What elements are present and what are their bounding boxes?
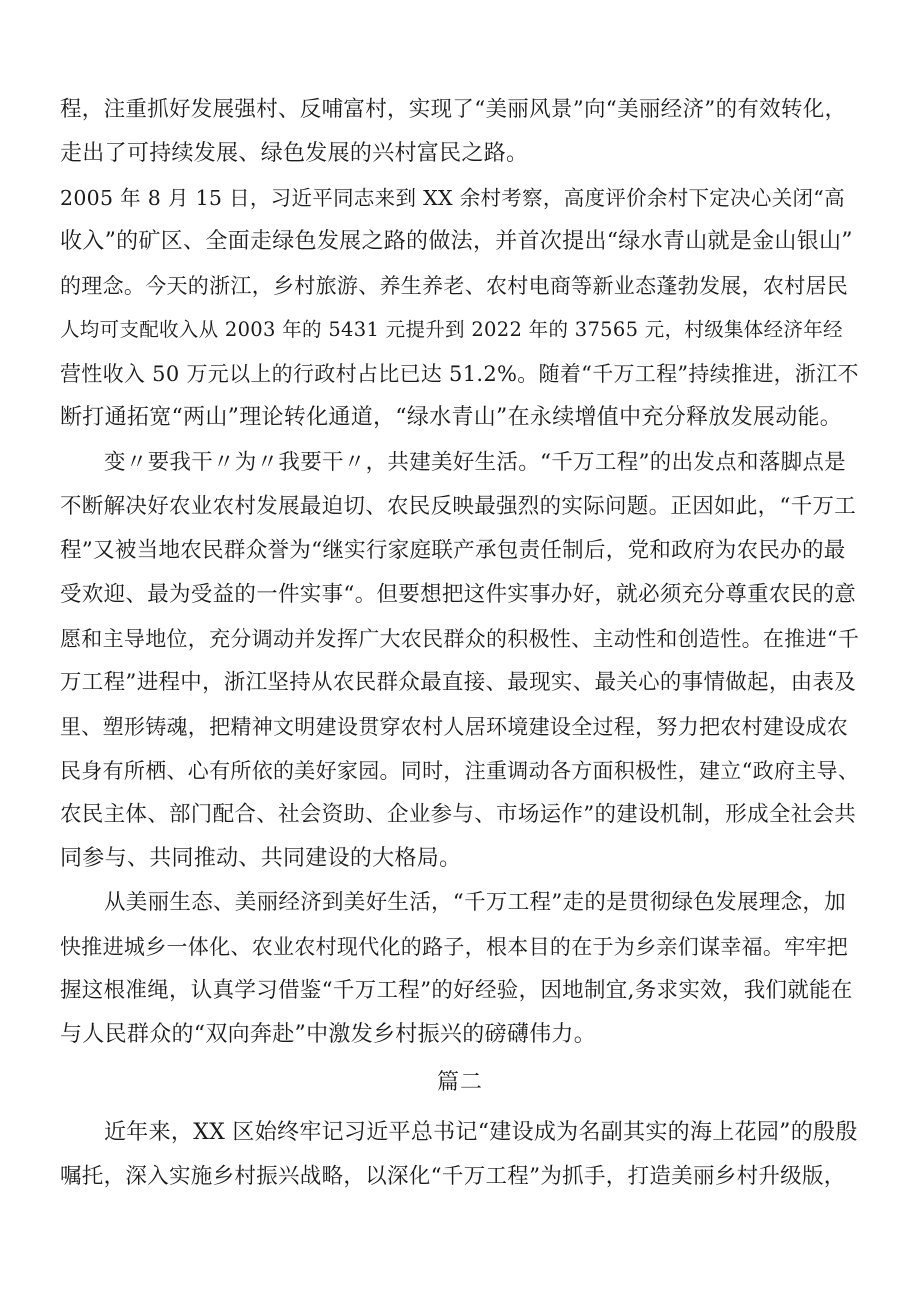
text-line: 万工程”进程中，浙江坚持从农民群众最直接、最现实、最关心的事情做起，由表及 [60,670,857,695]
text-line: 断打通拓宽“两山”理论转化通道，“绿水青山”在永续增值中充分释放发展动能。 [60,405,843,430]
text-line: 握这根准绳，认真学习借鉴“千万工程”的好经验，因地制宜,务求实效，我们就能在 [60,978,853,1003]
text-line: 近年来，XX 区始终牢记习近平总书记“建设成为名副其实的海上花园”的殷殷 [104,1120,858,1145]
text-line: 营性收入 50 万元以上的行政村占比已达 51.2%。随着“千万工程”持续推进，浙江不 [60,362,859,386]
text-line: 快推进城乡一体化、农业农村现代化的路子，根本目的在于为乡亲们谋幸福。牢牢把 [60,935,849,959]
text-line: 程”又被当地农民群众誉为“继实行家庭联产承包责任制后，党和政府为农民办的最 [60,538,846,563]
text-line: 嘱托，深入实施乡村振兴战略，以深化“千万工程”为抓手，打造美丽乡村升级版， [60,1164,846,1189]
text-line: 走出了可持续发展、绿色发展的兴村富民之路。 [60,141,529,166]
text-line: 的理念。今天的浙江，乡村旅游、养生养老、农村电商等新业态蓬勃发展，农村居民 [60,274,849,298]
text-line: 农民主体、部门配合、社会资助、企业参与、市场运作”的建设机制，形成全社会共 [60,802,857,827]
text-line: 同参与、共同推动、共同建设的大格局。 [60,846,462,871]
text-line: 程，注重抓好发展强村、反哺富村，实现了“美丽风景”向“美丽经济”的有效转化， [60,97,847,122]
text-line: 受欢迎、最为受益的一件实事“。但要想把这件实事办好，就必须充分尊重农民的意 [60,582,857,607]
text-line: 不断解决好农业农村发展最迫切、农民反映最强烈的实际问题。正因如此，“千万工 [60,494,857,519]
text-line: 与人民群众的“双向奔赴”中激发乡村振兴的磅礴伟力。 [60,1022,596,1047]
text-line: 民身有所栖、心有所依的美好家园。同时，注重调动各方面积极性，建立“政府主导、 [60,759,860,783]
text-line: 2005 年 8 月 15 日，习近平同志来到 XX 余村考察，高度评价余村下定决心关闭“高 [60,186,845,210]
text-line: 愿和主导地位，充分调动并发挥广大农民群众的积极性、主动性和创造性。在推进“千 [60,627,860,651]
text-line: 变〃要我干〃为〃我要干〃，共建美好生活。“千万工程”的出发点和落脚点是 [104,450,846,475]
text-line: 里、塑形铸魂，把精神文明建设贯穿农村人居环境建设全过程，努力把农村建设成农 [60,715,849,739]
text-line: 人均可支配收入从 2003 年的 5431 元提升到 2022 年的 37565 元，村级集体经济年经 [60,318,843,341]
text-line: 收入”的矿区、全面走绿色发展之路的做法，并首次提出“绿水青山就是金山银山” [60,229,853,254]
section-heading: 篇二 [436,1070,483,1095]
text-line: 从美丽生态、美丽经济到美好生活，“千万工程”走的是贯彻绿色发展理念，加 [104,890,846,915]
